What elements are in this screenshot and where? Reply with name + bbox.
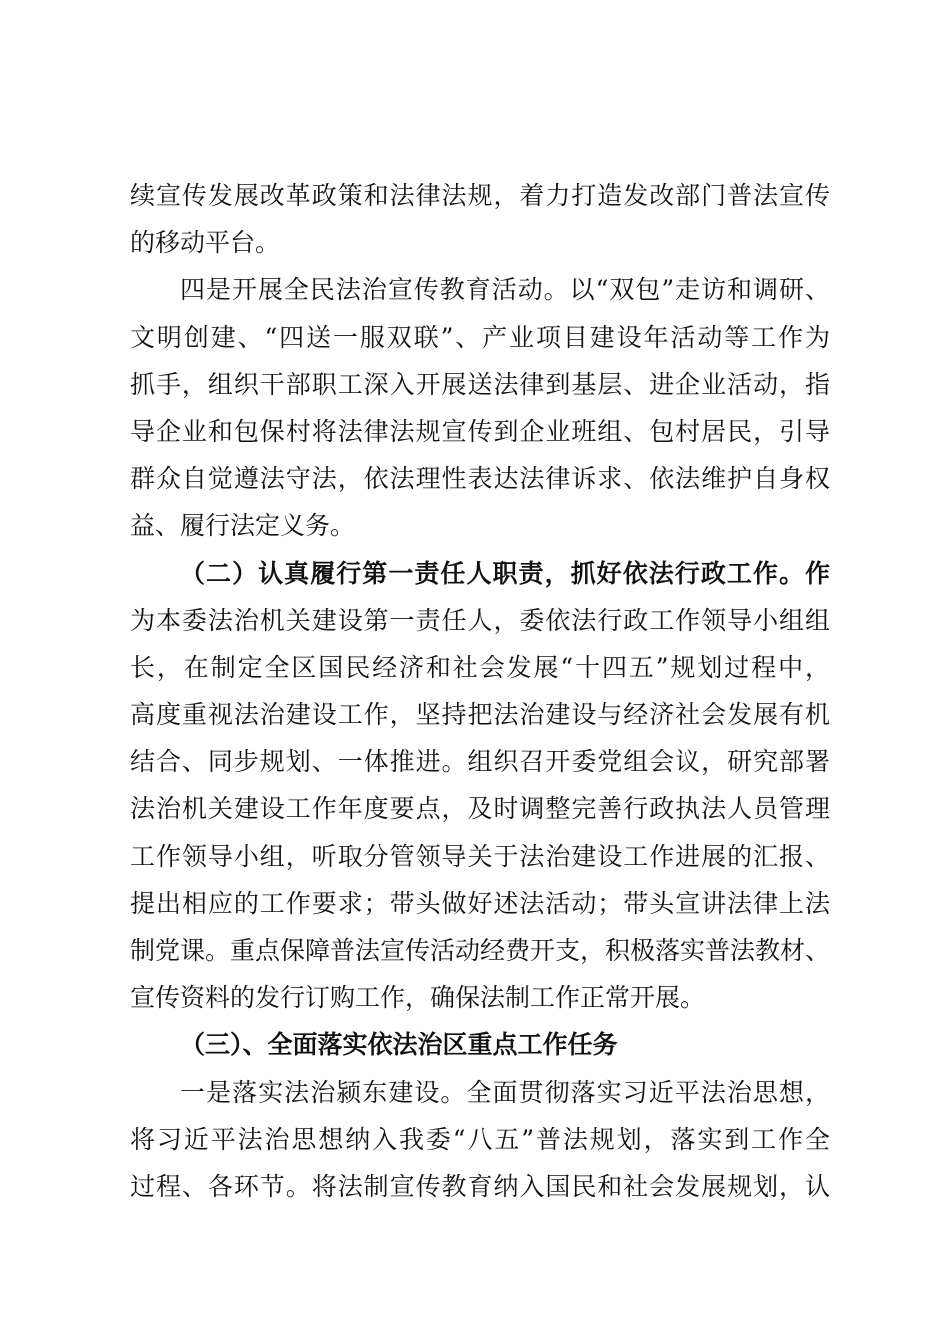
text-line: 过程、各环节。将法制宣传教育纳入国民和社会发展规划，认 bbox=[130, 1171, 830, 1201]
text-line: 法治机关建设工作年度要点，及时调整完善行政执法人员管理 bbox=[130, 794, 830, 824]
text-line: 续宣传发展改革政策和法律法规，着力打造发改部门普法宣传 bbox=[130, 181, 830, 210]
text-line: 益、履行法定义务。 bbox=[130, 511, 356, 541]
text-line: 文明创建、“四送一服双联”、产业项目建设年活动等工作为 bbox=[130, 322, 830, 352]
text-line: 的移动平台。 bbox=[130, 228, 281, 258]
section-heading: （二）认真履行第一责任人职责，抓好依法行政工作。作 bbox=[180, 558, 830, 588]
text-line: 制党课。重点保障普法宣传活动经费开支，积极落实普法教材、 bbox=[130, 936, 831, 965]
body-text bbox=[130, 172, 830, 1210]
text-line: 结合、同步规划、一体推进。组织召开委党组会议，研究部署 bbox=[130, 747, 830, 777]
text-line: 工作领导小组，听取分管领导关于法治建设工作进展的汇报、 bbox=[130, 841, 830, 871]
section-heading: （三）、全面落实依法治区重点工作任务 bbox=[180, 1030, 618, 1060]
text-line: 导企业和包保村将法律法规宣传到企业班组、包村居民，引导 bbox=[130, 416, 830, 446]
text-line: 高度重视法治建设工作，坚持把法治建设与经济社会发展有机 bbox=[130, 700, 830, 730]
text-line: 一是落实法治颍东建设。全面贯彻落实习近平法治思想， bbox=[180, 1077, 830, 1107]
text-line: 群众自觉遵法守法，依法理性表达法律诉求、依法维护自身权 bbox=[130, 464, 830, 494]
text-line: 四是开展全民法治宣传教育活动。以“双包”走访和调研、 bbox=[180, 275, 830, 305]
text-line: 抓手，组织干部职工深入开展送法律到基层、进企业活动，指 bbox=[130, 369, 830, 399]
text-line: 提出相应的工作要求；带头做好述法活动；带头宣讲法律上法 bbox=[130, 888, 830, 918]
text-line: 为本委法治机关建设第一责任人，委依法行政工作领导小组组 bbox=[130, 605, 830, 635]
text-line: 将习近平法治思想纳入我委“八五”普法规划，落实到工作全 bbox=[130, 1124, 830, 1154]
text-line: 长，在制定全区国民经济和社会发展“十四五”规划过程中， bbox=[130, 652, 830, 682]
text-line: 宣传资料的发行订购工作，确保法制工作正常开展。 bbox=[130, 983, 706, 1013]
